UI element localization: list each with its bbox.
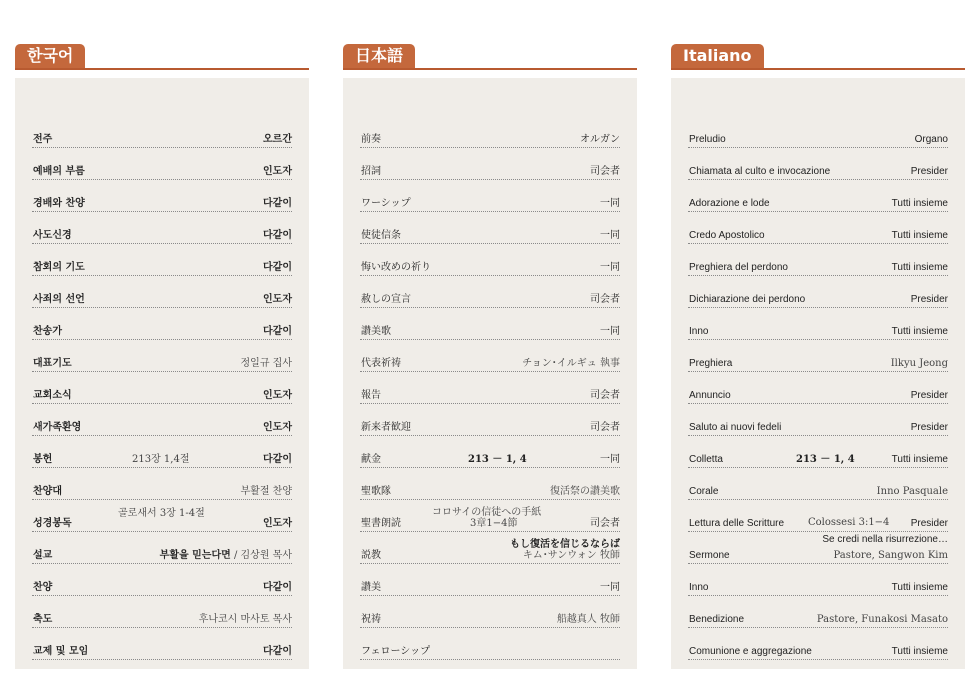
item-role: 오르간: [263, 134, 292, 145]
list-item: [688, 212, 948, 244]
item-label: Corale: [689, 486, 719, 497]
item-role: 船越真人 牧師: [556, 614, 620, 625]
item-role: 인도자: [263, 518, 292, 529]
list-item: [32, 148, 292, 180]
item-label: Dichiarazione dei perdono: [689, 294, 806, 305]
list-item: [32, 468, 292, 500]
item-role: 인도자: [263, 422, 292, 433]
item-label: Preludio: [689, 134, 726, 145]
item-label: 讃美: [361, 582, 381, 593]
item-role: 司会者: [590, 294, 620, 305]
item-role: 다같이: [263, 454, 292, 465]
list-item: [360, 596, 620, 628]
column-japanese: [343, 44, 637, 657]
list-item: [688, 404, 948, 436]
item-role: 一同: [600, 582, 620, 593]
list-item: [32, 308, 292, 340]
column-korean: [15, 44, 309, 657]
item-role: キム･サンウォン 牧師: [522, 550, 620, 561]
item-role: 復活祭の讃美歌: [550, 486, 620, 497]
list-item: [360, 532, 620, 564]
item-role: 司会者: [590, 422, 620, 433]
item-role: 司会者: [590, 390, 620, 401]
list-item: [360, 372, 620, 404]
list-item: [32, 532, 292, 564]
list-item: [688, 564, 948, 596]
column-italian: [671, 44, 965, 657]
tab-bar: [15, 44, 309, 70]
item-role: 김상원 목사: [240, 550, 292, 561]
list-item: [688, 532, 948, 564]
item-role: Presider: [910, 390, 948, 401]
item-role: 司会者: [590, 518, 620, 529]
item-hymn: 213 － 1, 4: [468, 454, 527, 465]
item-label: 새가족환영: [33, 422, 82, 433]
item-role: Presider: [910, 294, 948, 305]
item-label: 説教: [361, 550, 381, 561]
order-of-service-card: [15, 78, 309, 669]
item-label: Inno: [689, 582, 709, 593]
item-role: 인도자: [263, 294, 292, 305]
item-label: 찬송가: [33, 326, 62, 337]
item-hymn: 213장 1,4절: [132, 454, 190, 465]
list-item: [360, 244, 620, 276]
list-item: [360, 180, 620, 212]
tab-korean: 한국어: [15, 44, 85, 68]
scripture-verses: 3章1−4節: [470, 518, 518, 529]
item-label: Inno: [689, 326, 709, 337]
list-item: [32, 436, 292, 468]
list-item: [688, 116, 948, 148]
item-label: 祝祷: [361, 614, 381, 625]
item-label: Saluto ai nuovi fedeli: [689, 422, 782, 433]
list-item: [32, 372, 292, 404]
list-item: [32, 116, 292, 148]
item-label: 献金: [361, 454, 381, 465]
item-label: Comunione e aggregazione: [689, 646, 812, 657]
item-label: フェローシップ: [361, 646, 431, 657]
item-label: 사도신경: [33, 230, 72, 241]
item-role: 一同: [600, 262, 620, 273]
item-label: 봉헌: [33, 454, 53, 465]
sermon-separator: /: [230, 550, 241, 561]
list-item: [360, 276, 620, 308]
list-item: [688, 372, 948, 404]
item-label: 설교: [33, 550, 53, 561]
item-label: 성경봉독: [33, 518, 72, 529]
tab-japanese: 日本語: [343, 44, 415, 68]
item-role: 후나코시 마사토 목사: [198, 614, 292, 625]
sermon-title: もし復活を信じるならば: [510, 539, 620, 550]
item-label: 招詞: [361, 166, 381, 177]
tab-bar: [671, 44, 965, 70]
item-hymn: 213 － 1, 4: [796, 454, 855, 465]
list-item: [32, 180, 292, 212]
item-label: 경배와 찬양: [33, 198, 85, 209]
item-role: 인도자: [263, 390, 292, 401]
item-role: Presider: [910, 422, 948, 433]
item-label: 참회의 기도: [33, 262, 85, 273]
list-item: [360, 564, 620, 596]
item-role: 인도자: [263, 166, 292, 177]
sermon-title: 부활을 믿는다면: [159, 550, 231, 561]
item-label: Chiamata al culto e invocazione: [689, 166, 831, 177]
item-label: 교제 및 모임: [33, 646, 89, 657]
list-item: [688, 180, 948, 212]
list-item: [32, 596, 292, 628]
item-role: 다같이: [263, 262, 292, 273]
item-label: Preghiera del perdono: [689, 262, 788, 273]
scripture-reference: コロサイの信徒への手紙: [432, 507, 542, 518]
list-item: [360, 212, 620, 244]
list-item: [360, 404, 620, 436]
item-role: 다같이: [263, 646, 292, 657]
item-label: 新来者歓迎: [361, 422, 411, 433]
item-label: 교회소식: [33, 390, 72, 401]
item-label: Adorazione e lode: [689, 198, 770, 209]
list-item: [688, 148, 948, 180]
list-item: [360, 628, 620, 660]
item-label: 使徒信条: [361, 230, 401, 241]
item-role: Tutti insieme: [891, 198, 948, 209]
item-label: Sermone: [689, 550, 730, 561]
order-of-service-card: [343, 78, 637, 669]
list-item: [688, 340, 948, 372]
item-role: Presider: [910, 166, 948, 177]
item-label: 聖書朗読: [361, 518, 401, 529]
item-role: 다같이: [263, 582, 292, 593]
list-item: [688, 436, 948, 468]
item-label: 悔い改めの祈り: [361, 262, 431, 273]
item-label: Lettura delle Scritture: [689, 518, 785, 529]
list-item: [32, 628, 292, 660]
tab-bar: [343, 44, 637, 70]
item-role: 다같이: [263, 198, 292, 209]
item-role: 一同: [600, 326, 620, 337]
item-label: Colletta: [689, 454, 723, 465]
list-item: [32, 404, 292, 436]
list-item: [688, 308, 948, 340]
item-role: 一同: [600, 454, 620, 465]
item-label: 찬양: [33, 582, 53, 593]
item-role: オルガン: [580, 134, 620, 145]
list-item: [360, 116, 620, 148]
list-item: [688, 276, 948, 308]
item-role: Tutti insieme: [891, 646, 948, 657]
list-item: [360, 308, 620, 340]
item-label: 讃美歌: [361, 326, 391, 337]
scripture-reference: Colossesi 3:1−4: [808, 517, 890, 528]
item-role: チョン･イルギュ 執事: [522, 358, 620, 369]
item-label: 사죄의 선언: [33, 294, 85, 305]
item-label: 報告: [361, 390, 381, 401]
item-role: Tutti insieme: [891, 454, 948, 465]
list-item: [688, 500, 948, 532]
item-role: 다같이: [263, 326, 292, 337]
item-label: 前奏: [361, 134, 381, 145]
item-role: Tutti insieme: [891, 262, 948, 273]
item-role: Inno Pasquale: [876, 486, 948, 497]
list-item: [32, 212, 292, 244]
item-role: Tutti insieme: [891, 230, 948, 241]
item-role: 부활절 찬양: [240, 486, 292, 497]
sermon-title: Se credi nella risurrezione…: [822, 534, 948, 545]
item-role: Organo: [914, 134, 948, 145]
item-role: 다같이: [263, 230, 292, 241]
item-role: Presider: [910, 518, 948, 529]
item-label: 대표기도: [33, 358, 72, 369]
item-role: Pastore, Sangwon Kim: [833, 550, 948, 561]
list-item: [32, 276, 292, 308]
item-role: 정일규 집사: [240, 358, 292, 369]
list-item: [32, 500, 292, 532]
list-item: [32, 564, 292, 596]
list-item: [360, 468, 620, 500]
item-label: Preghiera: [689, 358, 733, 369]
item-role: 司会者: [590, 166, 620, 177]
item-label: Annuncio: [689, 390, 731, 401]
item-role: 一同: [600, 198, 620, 209]
item-label: Credo Apostolico: [689, 230, 765, 241]
list-item: [688, 596, 948, 628]
item-role: Tutti insieme: [891, 326, 948, 337]
item-label: 축도: [33, 614, 53, 625]
item-label: 예배의 부름: [33, 166, 85, 177]
item-role: 一同: [600, 230, 620, 241]
tab-italian: Italiano: [671, 44, 764, 68]
item-label: 찬양대: [33, 486, 62, 497]
item-label: Benedizione: [689, 614, 745, 625]
item-role: Pastore, Funakosi Masato: [816, 614, 948, 625]
item-label: ワーシップ: [361, 198, 411, 209]
order-of-service-card: [671, 78, 965, 669]
list-item: [32, 244, 292, 276]
item-role: Tutti insieme: [891, 582, 948, 593]
item-role: Ilkyu Jeong: [890, 358, 948, 369]
list-item: [360, 340, 620, 372]
list-item: [32, 340, 292, 372]
item-label: 전주: [33, 134, 53, 145]
item-label: 赦しの宣言: [361, 294, 411, 305]
list-item: [360, 436, 620, 468]
list-item: [360, 500, 620, 532]
list-item: [688, 628, 948, 660]
sermon-info: [160, 546, 292, 561]
item-label: 聖歌隊: [361, 486, 391, 497]
item-label: 代表祈祷: [361, 358, 401, 369]
list-item: [688, 244, 948, 276]
list-item: [688, 468, 948, 500]
scripture-reference: 골로새서 3장 1-4절: [118, 508, 205, 519]
list-item: [360, 148, 620, 180]
